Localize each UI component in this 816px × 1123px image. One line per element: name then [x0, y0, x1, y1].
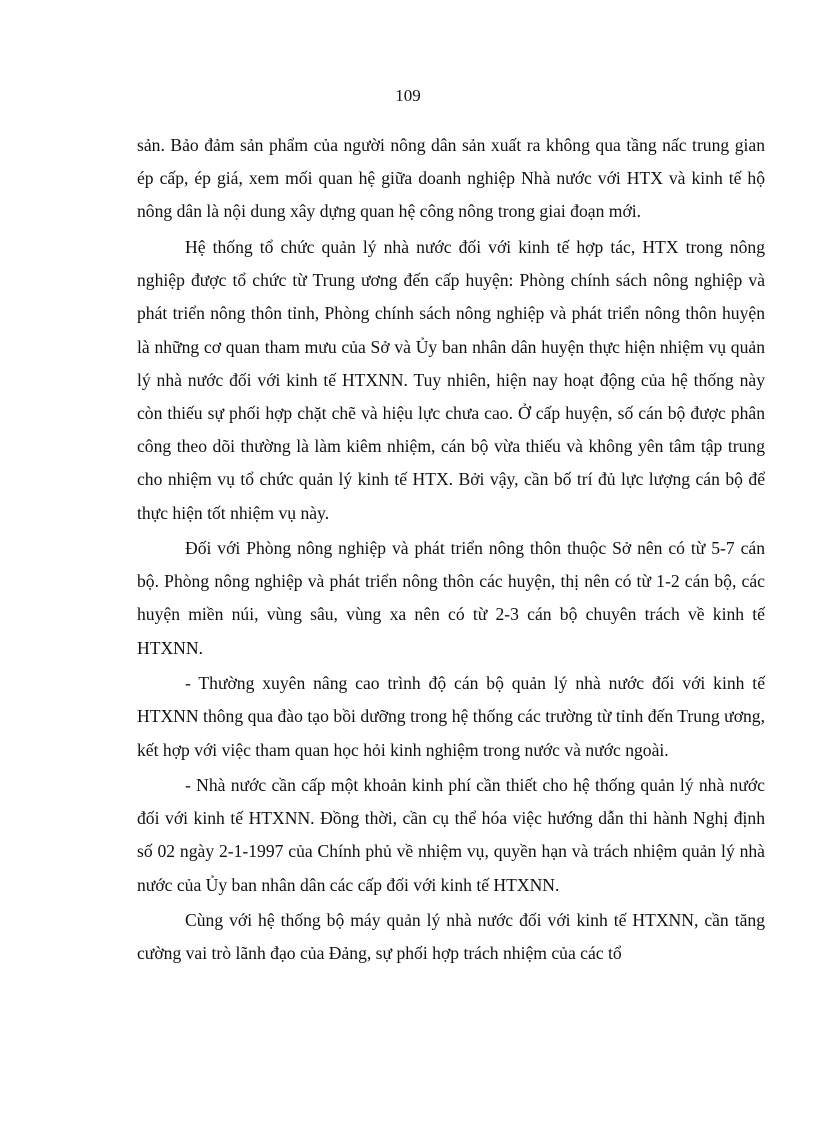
paragraph-training: - Thường xuyên nâng cao trình độ cán bộ quản lý nhà nước đối với kinh tế HTXNN thông qua đào tạo bồi dưỡng trong hệ thống các trường từ tỉnh đến Trung ương, kết hợp với việc tham quan học hỏi kinh nghiệm trong nước và nước ngoài.: [137, 673, 765, 760]
paragraph-staffing: Đối với Phòng nông nghiệp và phát triển nông thôn thuộc Sở nên có từ 5-7 cán bộ. Phòng nông nghiệp và phát triển nông thôn các huyện, thị nên có từ 1-2 cán bộ, các huyện miền núi, vùng sâu, vùng xa nên có từ 2-3 cán bộ chuyên trách về kinh tế HTXNN.: [137, 538, 765, 658]
paragraph-funding: - Nhà nước cần cấp một khoản kinh phí cần thiết cho hệ thống quản lý nhà nước đối với kinh tế HTXNN. Đồng thời, cần cụ thể hóa việc hướng dẫn thi hành Nghị định số 02 ngày 2-1-1997 của Chính phủ về nhiệm vụ, quyền hạn và trách nhiệm quản lý nhà nước của Ủy ban nhân dân các cấp đối với kinh tế HTXNN.: [137, 775, 765, 895]
paragraph-party-leadership: Cùng với hệ thống bộ máy quản lý nhà nước đối với kinh tế HTXNN, cần tăng cường vai trò lãnh đạo của Đảng, sự phối hợp trách nhiệm của các tổ: [137, 910, 765, 964]
body-text: [137, 129, 765, 973]
page-number: 109: [395, 86, 421, 105]
paragraph-continuation: sản. Bảo đảm sản phẩm của người nông dân sản xuất ra không qua tầng nấc trung gian ép cấp, ép giá, xem mối quan hệ giữa doanh nghiệp Nhà nước với HTX và kinh tế hộ nông dân là nội dung xây dựng quan hệ công nông trong giai đoạn mới.: [137, 135, 765, 222]
paragraph-management-system: Hệ thống tổ chức quản lý nhà nước đối với kinh tế hợp tác, HTX trong nông nghiệp được tổ chức từ Trung ương đến cấp huyện: Phòng chính sách nông nghiệp và phát triển nông thôn tỉnh, Phòng chính sách nông nghiệp và phát triển nông thôn huyện là những cơ quan tham mưu của Sở và Ủy ban nhân dân huyện thực hiện nhiệm vụ quản lý nhà nước đối với kinh tế HTXNN. Tuy nhiên, hiện nay hoạt động của hệ thống này còn thiếu sự phối hợp chặt chẽ và hiệu lực chưa cao. Ở cấp huyện, số cán bộ được phân công theo dõi thường là làm kiêm nhiệm, cán bộ vừa thiếu và không yên tâm tập trung cho nhiệm vụ tổ chức quản lý kinh tế HTX. Bởi vậy, cần bố trí đủ lực lượng cán bộ để thực hiện tốt nhiệm vụ này.: [137, 236, 765, 523]
